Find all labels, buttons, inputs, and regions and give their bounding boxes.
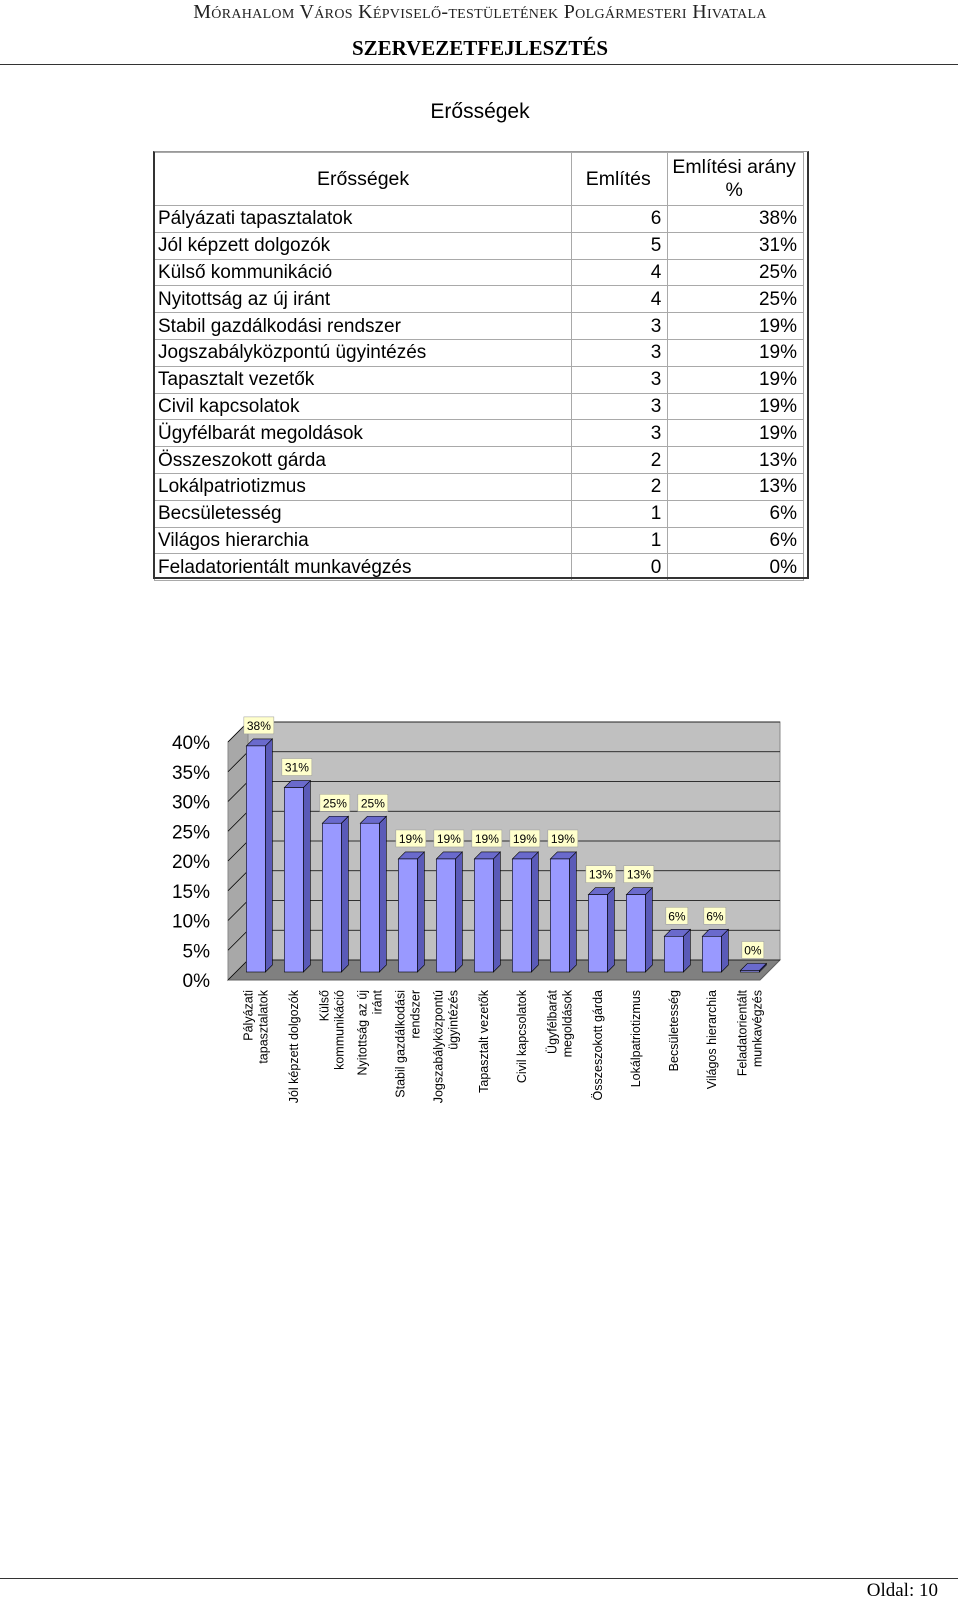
x-tick-label: Becsületesség — [666, 990, 681, 1072]
bar-side — [303, 781, 310, 972]
table-cell-pct: 13% — [668, 447, 804, 474]
bar-side — [265, 739, 272, 972]
section-title: Erősségek — [430, 100, 530, 123]
x-tick-label: kommunikáció — [332, 990, 347, 1070]
bar-side — [531, 852, 538, 972]
table-cell-count: 6 — [572, 206, 668, 233]
bar-side — [417, 852, 424, 972]
data-label: 38% — [246, 718, 271, 733]
header-divider — [0, 64, 958, 65]
data-label: 19% — [398, 831, 423, 846]
x-tick-label: Jogszabályközpontú — [431, 990, 446, 1104]
data-label: 31% — [284, 760, 309, 775]
bar — [664, 936, 683, 972]
table-cell-label: Világos hierarchia — [155, 527, 572, 554]
bar — [588, 895, 607, 972]
table-row — [155, 554, 804, 581]
data-label: 6% — [706, 909, 724, 924]
table-cell-label: Összeszokott gárda — [155, 447, 572, 474]
x-tick-label: Feladatorientált — [735, 990, 750, 1077]
table-row — [155, 527, 804, 554]
table-cell-count: 1 — [572, 500, 668, 527]
bar — [512, 859, 531, 972]
x-tick-label: Nyitottság az új — [355, 990, 370, 1076]
table-header: Említés — [572, 153, 668, 206]
bar-side — [341, 816, 348, 972]
bar — [474, 859, 493, 972]
table-cell-pct: 25% — [668, 286, 804, 313]
table-cell-pct: 6% — [668, 527, 804, 554]
table-cell-count: 3 — [572, 393, 668, 420]
table-cell-count: 3 — [572, 339, 668, 366]
table-cell-label: Lokálpatriotizmus — [155, 473, 572, 500]
table-cell-label: Pályázati tapasztalatok — [155, 206, 572, 233]
data-label: 19% — [436, 831, 461, 846]
strengths-bar-chart — [160, 712, 800, 1112]
table-header: Erősségek — [155, 153, 572, 206]
x-tick-label: tapasztalatok — [256, 990, 271, 1064]
chart-floor — [228, 960, 780, 980]
x-tick-label: Jól képzett dolgozók — [286, 990, 301, 1104]
data-label: 19% — [474, 831, 499, 846]
table-cell-pct: 19% — [668, 339, 804, 366]
x-tick-label: munkavégzés — [750, 990, 765, 1068]
table-cell-label: Stabil gazdálkodási rendszer — [155, 313, 572, 340]
bar — [322, 823, 341, 972]
bar — [550, 859, 569, 972]
page-number: Oldal: 10 — [866, 1580, 938, 1601]
table-cell-pct: 6% — [668, 500, 804, 527]
data-label: 13% — [626, 867, 651, 882]
x-tick-label: rendszer — [408, 990, 423, 1039]
y-tick-label: 30% — [171, 792, 210, 814]
bar — [360, 823, 379, 972]
bar-side — [645, 888, 652, 972]
table-header-row — [155, 153, 804, 206]
data-label: 25% — [322, 796, 347, 811]
x-tick-label: Stabil gazdálkodási — [393, 990, 408, 1098]
table-row — [155, 366, 804, 393]
bar-side — [607, 888, 614, 972]
table-row — [155, 500, 804, 527]
x-tick-label: Ügyfélbarát — [545, 990, 560, 1054]
table-row — [155, 286, 804, 313]
bar-side — [493, 852, 500, 972]
data-label: 13% — [588, 867, 613, 882]
table-cell-count: 2 — [572, 447, 668, 474]
x-tick-label: Tapasztalt vezetők — [476, 990, 491, 1093]
table-cell-count: 3 — [572, 420, 668, 447]
table-row — [155, 232, 804, 259]
bar — [284, 788, 303, 972]
bar — [246, 746, 265, 972]
table-cell-label: Feladatorientált munkavégzés — [155, 554, 572, 581]
data-label: 25% — [360, 796, 385, 811]
y-tick-label: 5% — [182, 941, 210, 963]
table-cell-pct: 38% — [668, 206, 804, 233]
strengths-table — [154, 152, 804, 581]
x-tick-label: Világos hierarchia — [704, 990, 719, 1090]
bar-side — [569, 852, 576, 972]
table-row — [155, 206, 804, 233]
data-label: 19% — [550, 831, 575, 846]
x-tick-label: megoldások — [560, 990, 575, 1058]
data-label: 19% — [512, 831, 537, 846]
table-cell-pct: 31% — [668, 232, 804, 259]
table-cell-label: Ügyfélbarát megoldások — [155, 420, 572, 447]
table-cell-count: 3 — [572, 366, 668, 393]
table-cell-count: 4 — [572, 259, 668, 286]
table-cell-label: Becsületesség — [155, 500, 572, 527]
table-row — [155, 420, 804, 447]
table-cell-label: Jól képzett dolgozók — [155, 232, 572, 259]
table-cell-label: Civil kapcsolatok — [155, 393, 572, 420]
org-header: Mórahalom Város Képviselő-testületének Polgármesteri Hivatala — [193, 1, 767, 23]
x-tick-label: Összeszokott gárda — [590, 990, 605, 1101]
y-tick-label: 40% — [171, 733, 210, 754]
table-cell-label: Külső kommunikáció — [155, 259, 572, 286]
table-cell-pct: 19% — [668, 393, 804, 420]
data-label: 0% — [744, 943, 762, 958]
table-cell-pct: 19% — [668, 420, 804, 447]
table-cell-pct: 19% — [668, 366, 804, 393]
table-cell-label: Nyitottság az új iránt — [155, 286, 572, 313]
table-cell-count: 2 — [572, 473, 668, 500]
table-row — [155, 339, 804, 366]
bar-side — [455, 852, 462, 972]
table-cell-pct: 0% — [668, 554, 804, 581]
x-tick-label: iránt — [370, 990, 385, 1015]
bar-side — [379, 816, 386, 972]
table-row — [155, 447, 804, 474]
y-tick-label: 10% — [171, 911, 210, 933]
x-tick-label: ügyintézés — [446, 990, 461, 1050]
x-tick-label: Civil kapcsolatok — [514, 990, 529, 1084]
table-header: Említési arány % — [668, 153, 804, 206]
bar — [626, 895, 645, 972]
y-tick-label: 20% — [171, 852, 210, 873]
x-tick-label: Külső — [317, 990, 332, 1022]
y-tick-label: 0% — [182, 971, 210, 992]
table-cell-pct: 19% — [668, 313, 804, 340]
table-cell-count: 3 — [572, 313, 668, 340]
bar — [702, 936, 721, 972]
bar — [436, 859, 455, 972]
bar-side — [721, 929, 728, 972]
table-row — [155, 393, 804, 420]
x-tick-label: Lokálpatriotizmus — [628, 990, 643, 1088]
table-cell-label: Jogszabályközpontú ügyintézés — [155, 339, 572, 366]
bar — [740, 971, 759, 973]
bar-side — [683, 929, 690, 972]
table-cell-count: 0 — [572, 554, 668, 581]
table-cell-label: Tapasztalt vezetők — [155, 366, 572, 393]
table-row — [155, 313, 804, 340]
x-tick-label: Pályázati — [241, 990, 256, 1041]
y-tick-label: 25% — [171, 822, 210, 844]
table-cell-count: 1 — [572, 527, 668, 554]
table-cell-pct: 13% — [668, 473, 804, 500]
y-tick-label: 15% — [171, 881, 210, 903]
y-tick-label: 35% — [171, 762, 210, 784]
table-cell-count: 4 — [572, 286, 668, 313]
bar — [398, 859, 417, 972]
table-cell-pct: 25% — [668, 259, 804, 286]
table-cell-count: 5 — [572, 232, 668, 259]
table-row — [155, 259, 804, 286]
data-label: 6% — [668, 909, 686, 924]
footer-divider — [0, 1578, 958, 1579]
table-row — [155, 473, 804, 500]
document-subtitle: SZERVEZETFEJLESZTÉS — [351, 36, 609, 60]
